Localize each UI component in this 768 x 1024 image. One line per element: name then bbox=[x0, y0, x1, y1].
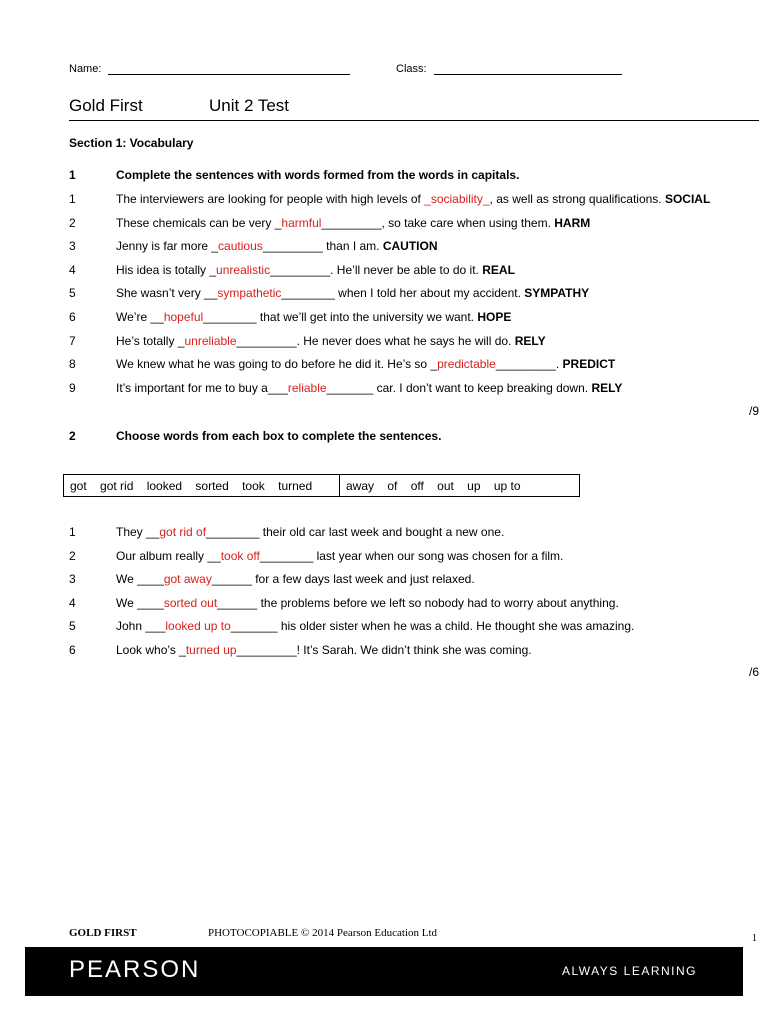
item-text-after: ________ last year when our song was chosen for a film. bbox=[259, 548, 564, 563]
class-field-row bbox=[396, 62, 622, 75]
item-number: 4 bbox=[69, 262, 76, 277]
item-text bbox=[116, 284, 589, 302]
question-item bbox=[69, 547, 759, 565]
item-text-after: _________ than I am. bbox=[262, 239, 383, 254]
item-text-before: His idea is totally _ bbox=[116, 262, 217, 277]
item-text bbox=[116, 332, 546, 350]
item-number: 2 bbox=[69, 548, 76, 563]
pearson-logo: PEARSON bbox=[69, 956, 201, 983]
item-number: 8 bbox=[69, 357, 76, 372]
class-label: Class: bbox=[396, 63, 427, 75]
question-item bbox=[69, 570, 759, 588]
question-item bbox=[69, 355, 759, 373]
item-text-before: These chemicals can be very _ bbox=[116, 215, 282, 230]
answer-blank[interactable]: predictable bbox=[437, 357, 496, 372]
question-item bbox=[69, 523, 759, 541]
name-label: Name: bbox=[69, 63, 102, 75]
item-text-after: _________. He never does what he says he will do. bbox=[236, 333, 515, 348]
item-text-before: John ___ bbox=[116, 619, 166, 634]
capital-word: SYMPATHY bbox=[524, 286, 590, 301]
item-text bbox=[116, 261, 515, 279]
question-1-instruction bbox=[69, 166, 759, 184]
answer-blank[interactable]: looked up to bbox=[165, 619, 231, 634]
question-item bbox=[69, 308, 759, 326]
capital-word: SOCIAL bbox=[664, 192, 711, 206]
capital-word: RELY bbox=[591, 380, 623, 395]
item-text bbox=[116, 308, 511, 326]
section-heading: Section 1: Vocabulary bbox=[69, 136, 194, 150]
item-text bbox=[116, 355, 615, 373]
footer-course: GOLD FIRST bbox=[69, 927, 137, 939]
name-field-row bbox=[69, 62, 350, 75]
item-number: 2 bbox=[69, 215, 76, 230]
word-box-particles: away of off out up up to bbox=[339, 475, 576, 496]
item-text-after: _______ his older sister when he was a child. He thought she was amazing. bbox=[230, 619, 635, 634]
page-number: 1 bbox=[752, 933, 757, 944]
answer-blank[interactable]: unrealistic bbox=[216, 262, 271, 277]
question-2-instruction bbox=[69, 427, 759, 445]
item-text-after: , as well as strong qualifications. bbox=[489, 192, 665, 206]
footer-copyright: PHOTOCOPIABLE © 2014 Pearson Education Ltd bbox=[208, 927, 438, 939]
item-text bbox=[116, 617, 634, 635]
item-text-before: We ____ bbox=[116, 595, 164, 610]
word-box-verbs: got got rid looked sorted took turned bbox=[70, 479, 313, 493]
tagline: ALWAYS LEARNING bbox=[562, 964, 697, 978]
item-text-after: ________ when I told her about my accident. bbox=[281, 286, 525, 301]
answer-blank[interactable]: _sociability_ bbox=[424, 192, 490, 206]
item-text bbox=[116, 547, 563, 565]
item-text bbox=[116, 190, 710, 208]
question-item bbox=[69, 190, 759, 208]
answer-blank[interactable]: unreliable bbox=[184, 333, 237, 348]
item-number: 7 bbox=[69, 333, 76, 348]
question-number: 1 bbox=[69, 168, 76, 182]
item-text-after: _________. bbox=[495, 357, 563, 372]
item-text-after: ______ the problems before we left so nobody had to worry about anything. bbox=[217, 595, 619, 610]
answer-blank[interactable]: reliable bbox=[287, 380, 327, 395]
item-text-before: Jenny is far more _ bbox=[116, 239, 219, 254]
item-number: 1 bbox=[69, 525, 76, 539]
item-number: 6 bbox=[69, 643, 76, 657]
footer-brand-bar bbox=[25, 947, 743, 996]
book-title: Gold First bbox=[69, 96, 143, 115]
item-number: 1 bbox=[69, 192, 76, 206]
question-item bbox=[69, 261, 759, 279]
item-text-before: Look who’s _ bbox=[116, 643, 186, 657]
item-text bbox=[116, 214, 590, 232]
capital-word: HARM bbox=[554, 215, 591, 230]
question-item bbox=[69, 594, 759, 612]
item-text-before: She wasn’t very __ bbox=[116, 286, 218, 301]
question-item bbox=[69, 284, 759, 302]
item-text-after: _________! It’s Sarah. We didn’t think she was coming. bbox=[236, 643, 532, 657]
item-number: 5 bbox=[69, 286, 76, 301]
score-q1: /9 bbox=[748, 404, 759, 418]
capital-word: REAL bbox=[482, 262, 515, 277]
capital-word: HOPE bbox=[477, 310, 512, 324]
item-number: 3 bbox=[69, 572, 76, 587]
question-item bbox=[69, 214, 759, 232]
item-text-after: _________. He’ll never be able to do it. bbox=[270, 262, 483, 277]
question-item bbox=[69, 332, 759, 350]
answer-blank[interactable]: sympathetic bbox=[217, 286, 282, 301]
item-text-before: It’s important for me to buy a___ bbox=[116, 380, 288, 395]
capital-word: PREDICT bbox=[562, 357, 616, 372]
instruction-text: Choose words from each box to complete the sentences. bbox=[116, 429, 442, 443]
item-text bbox=[116, 237, 438, 255]
item-number: 9 bbox=[69, 380, 76, 395]
instruction-text: Complete the sentences with words formed from the words in capitals. bbox=[116, 168, 520, 182]
item-text-after: ________ their old car last week and bought a new one. bbox=[206, 525, 505, 539]
title-rule bbox=[69, 120, 759, 121]
class-blank[interactable] bbox=[434, 62, 622, 75]
question-item bbox=[69, 237, 759, 255]
capital-word: RELY bbox=[514, 333, 546, 348]
item-text-after: _________, so take care when using them. bbox=[321, 215, 555, 230]
item-number: 6 bbox=[69, 310, 76, 324]
item-text-before: He’s totally _ bbox=[116, 333, 185, 348]
item-text-after: _______ car. I don’t want to keep breaking down. bbox=[326, 380, 592, 395]
capital-word: CAUTION bbox=[382, 239, 438, 254]
name-blank[interactable] bbox=[108, 62, 350, 75]
item-text bbox=[116, 523, 504, 541]
answer-blank[interactable]: got rid of bbox=[159, 525, 207, 539]
answer-blank[interactable]: sorted out bbox=[163, 595, 218, 610]
item-text-after: ______ for a few days last week and just relaxed. bbox=[211, 572, 475, 587]
question-item bbox=[69, 379, 759, 397]
item-text bbox=[116, 594, 619, 612]
answer-blank[interactable]: hopeful bbox=[163, 310, 204, 324]
answer-blank[interactable]: took off bbox=[220, 548, 260, 563]
score-q2: /6 bbox=[748, 665, 759, 679]
item-number: 4 bbox=[69, 595, 76, 610]
item-text-after: ________ that we’ll get into the university we want. bbox=[203, 310, 478, 324]
answer-blank[interactable]: got away bbox=[163, 572, 212, 587]
item-text bbox=[116, 379, 622, 397]
item-text-before: We’re __ bbox=[116, 310, 164, 324]
item-number: 5 bbox=[69, 619, 76, 634]
answer-blank[interactable]: turned up bbox=[185, 643, 237, 657]
item-text-before: We ____ bbox=[116, 572, 164, 587]
answer-blank[interactable]: cautious bbox=[218, 239, 263, 254]
item-number: 3 bbox=[69, 239, 76, 254]
word-box bbox=[63, 474, 580, 497]
answer-blank[interactable]: harmful bbox=[281, 215, 322, 230]
unit-title: Unit 2 Test bbox=[209, 96, 290, 115]
item-text-before: Our album really __ bbox=[116, 548, 221, 563]
question-item bbox=[69, 617, 759, 635]
question-number: 2 bbox=[69, 429, 76, 443]
question-item bbox=[69, 641, 759, 659]
item-text bbox=[116, 641, 532, 659]
item-text-before: We knew what he was going to do before he did it. He’s so _ bbox=[116, 357, 438, 372]
item-text-before: They __ bbox=[116, 525, 160, 539]
item-text bbox=[116, 570, 475, 588]
item-text-before: The interviewers are looking for people with high levels of bbox=[116, 192, 425, 206]
